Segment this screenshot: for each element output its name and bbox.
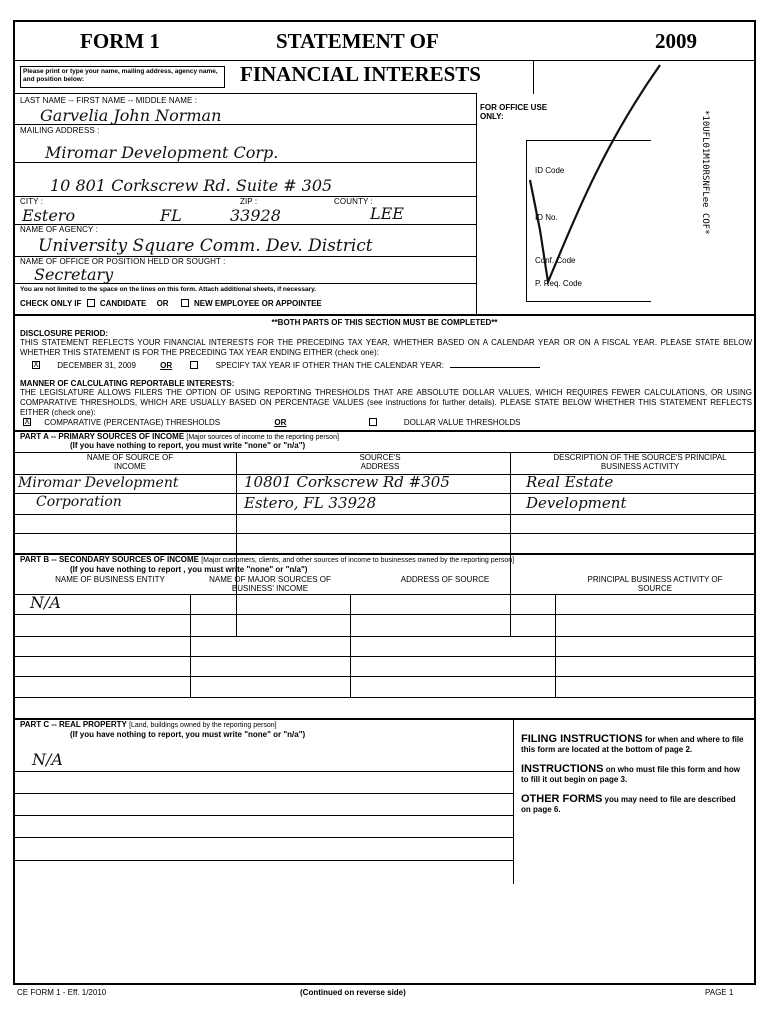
section-divider — [13, 314, 756, 316]
part-a-col1: NAME OF SOURCE OF INCOME — [86, 453, 174, 471]
part-b-header — [20, 555, 514, 565]
part-a-col3: DESCRIPTION OF THE SOURCE'S PRINCIPAL BUSINESS ACTIVITY — [553, 453, 727, 471]
filing-instructions — [521, 734, 746, 815]
part-a-source-name-1: Miromar Development — [18, 475, 179, 491]
form-title-line2: FINANCIAL INTERESTS — [240, 62, 481, 86]
office-barcode-text: *10UFL01M10RSNFLee COF* — [700, 110, 710, 235]
disclosure-period-title: DISCLOSURE PERIOD: — [20, 329, 109, 338]
specify-year-field[interactable] — [450, 367, 540, 368]
candidate-row — [20, 299, 322, 308]
print-instructions: Please print or type your name, mailing address, agency name, and position below: — [20, 66, 225, 88]
disclosure-period-text: THIS STATEMENT REFLECTS YOUR FINANCIAL INTERESTS FOR THE PRECEDING TAX YEAR, WHETHER BASED ON A CALENDAR YEAR OR ON A FISCAL YEAR. PLEASE STATE BELOW WHETHER THIS STATEMENT IS FOR THE PRECEDING TAX YEAR ENDING EITHER (check one): — [20, 338, 752, 357]
instructions-heading: INSTRUCTIONS — [521, 763, 604, 775]
part-a-col2: SOURCE'S ADDRESS — [359, 453, 401, 471]
comparative-checkbox[interactable]: X — [24, 416, 30, 426]
part-b-col4: PRINCIPAL BUSINESS ACTIVITY OF SOURCE — [587, 575, 723, 593]
period-or-label: OR — [160, 361, 173, 370]
threshold-or-label: OR — [274, 418, 287, 427]
filing-instruction-3 — [521, 794, 746, 815]
other-forms-text: you may need to file are described on page 6. — [521, 795, 736, 814]
part-a-subnote: (If you have nothing to report, you must write "none" or "n/a") — [70, 441, 306, 450]
form-year: 2009 — [655, 29, 697, 53]
office-use-title: FOR OFFICE USE ONLY: — [480, 103, 548, 121]
part-a-activity-2: Development — [526, 494, 627, 512]
name-label: LAST NAME -- FIRST NAME -- MIDDLE NAME : — [20, 96, 198, 105]
id-code-label: ID Code — [535, 166, 565, 175]
office-checkmark — [520, 60, 680, 290]
instructions-text: on who must file this form and how to fill it out begin on page 3. — [521, 765, 740, 784]
part-a-activity-1: Real Estate — [526, 473, 614, 491]
specify-year-label: SPECIFY TAX YEAR IF OTHER THAN THE CALENDAR YEAR: — [215, 361, 444, 370]
other-forms-heading: OTHER FORMS — [521, 793, 603, 805]
candidate-label: CANDIDATE — [99, 299, 147, 308]
part-c-subnote: (If you have nothing to report, you must write "none" or "n/a") — [70, 730, 306, 739]
footer-continued: (Continued on reverse side) — [300, 988, 406, 997]
or-label: OR — [156, 299, 169, 308]
part-c-title: PART C -- REAL PROPERTY — [20, 720, 127, 729]
footer-form-ref: CE FORM 1 - Eff. 1/2010 — [17, 988, 107, 997]
header-divider-2 — [13, 93, 476, 94]
part-a-source-address-2: Estero, FL 33928 — [244, 494, 377, 512]
filing-instructions-heading: FILING INSTRUCTIONS — [521, 733, 643, 745]
both-parts-note: **BOTH PARTS OF THIS SECTION MUST BE COMPLETED** — [271, 318, 498, 327]
form-number: FORM 1 — [80, 29, 160, 53]
part-a-source-name-2: Corporation — [36, 494, 122, 510]
position-value: Secretary — [34, 265, 114, 284]
address-line1: Miromar Development Corp. — [45, 143, 279, 162]
county-value: LEE — [370, 204, 404, 223]
header-divider — [13, 60, 533, 61]
new-employee-label: NEW EMPLOYEE OR APPOINTEE — [194, 299, 322, 308]
p-req-code-label: P. Req. Code — [535, 279, 582, 288]
part-b-col3: ADDRESS OF SOURCE — [400, 575, 490, 584]
zip-label: ZIP : — [240, 197, 258, 206]
zip-value: 33928 — [230, 206, 281, 225]
office-box-left — [476, 93, 477, 314]
dec31-checkbox[interactable]: X — [33, 359, 39, 369]
check-only-label: CHECK ONLY IF — [20, 299, 82, 308]
dollar-checkbox[interactable] — [369, 418, 377, 426]
part-b-col2: NAME OF MAJOR SOURCES OF BUSINESS' INCOME — [209, 575, 331, 593]
name-value: Garvelia John Norman — [40, 106, 222, 125]
footer-page: PAGE 1 — [705, 988, 734, 997]
id-no-label: ID No. — [535, 213, 558, 222]
filing-instruction-1 — [521, 734, 746, 755]
new-employee-checkbox[interactable] — [181, 299, 189, 307]
form-title-line1: STATEMENT OF — [276, 29, 439, 53]
position-label: NAME OF OFFICE OR POSITION HELD OR SOUGHT : — [20, 257, 226, 266]
part-b-value: N/A — [30, 593, 61, 612]
agency-label: NAME OF AGENCY : — [20, 225, 98, 234]
dec31-label: DECEMBER 31, 2009 — [57, 361, 136, 370]
space-note: You are not limited to the space on the lines on this form. Attach additional sheets, if necessary. — [20, 286, 317, 293]
conf-code-label: Conf. Code — [535, 256, 576, 265]
agency-value: University Square Comm. Dev. District — [38, 236, 373, 256]
part-b-title-note: [Major customers, clients, and other sources of income to businesses owned by the reporting person] — [201, 557, 515, 564]
address-label: MAILING ADDRESS : — [20, 126, 100, 135]
filing-instruction-2 — [521, 764, 746, 785]
part-c-header — [20, 720, 277, 730]
comparative-label: COMPARATIVE (PERCENTAGE) THRESHOLDS — [44, 418, 221, 427]
part-c-value: N/A — [32, 750, 63, 769]
filing-instructions-text: for when and where to file this form are located at the bottom of page 2. — [521, 735, 744, 754]
part-c-title-note: [Land, buildings owned by the reporting person] — [129, 722, 277, 729]
part-b-title: PART B -- SECONDARY SOURCES OF INCOME — [20, 555, 199, 564]
address-line2: 10 801 Corkscrew Rd. Suite # 305 — [50, 176, 333, 195]
specify-year-checkbox[interactable] — [190, 361, 198, 369]
city-label: CITY : — [20, 197, 44, 206]
candidate-checkbox[interactable] — [87, 299, 95, 307]
part-b-col1: NAME OF BUSINESS ENTITY — [55, 575, 165, 584]
threshold-choice-row — [20, 418, 520, 427]
state-value: FL — [160, 206, 182, 225]
county-label: COUNTY : — [334, 197, 373, 206]
dollar-label: DOLLAR VALUE THRESHOLDS — [403, 418, 521, 427]
city-value: Estero — [22, 206, 76, 225]
part-a-title-note: [Major sources of income to the reporting person] — [186, 434, 339, 441]
manner-text: THE LEGISLATURE ALLOWS FILERS THE OPTION OF USING REPORTING THRESHOLDS THAT ARE ABSOLUTE DOLLAR VALUES, WHICH REQUIRES FEWER CALCULATIONS, OR USING COMPARATIVE THRESHOLDS, WHICH ARE USUALLY BASED ON PERCENTAGE VALUES (see instructions for further details). PLEASE STATE BELOW WHETHER THIS STATEMENT REFLECTS EITHER (check one): — [20, 388, 752, 417]
part-b-subnote: (If you have nothing to report , you must write "none" or "n/a") — [70, 565, 308, 574]
period-choice-row — [20, 361, 540, 370]
part-a-source-address-1: 10801 Corkscrew Rd #305 — [244, 473, 450, 491]
part-a-title: PART A -- PRIMARY SOURCES OF INCOME — [20, 432, 185, 441]
manner-title: MANNER OF CALCULATING REPORTABLE INTERESTS: — [20, 379, 235, 388]
